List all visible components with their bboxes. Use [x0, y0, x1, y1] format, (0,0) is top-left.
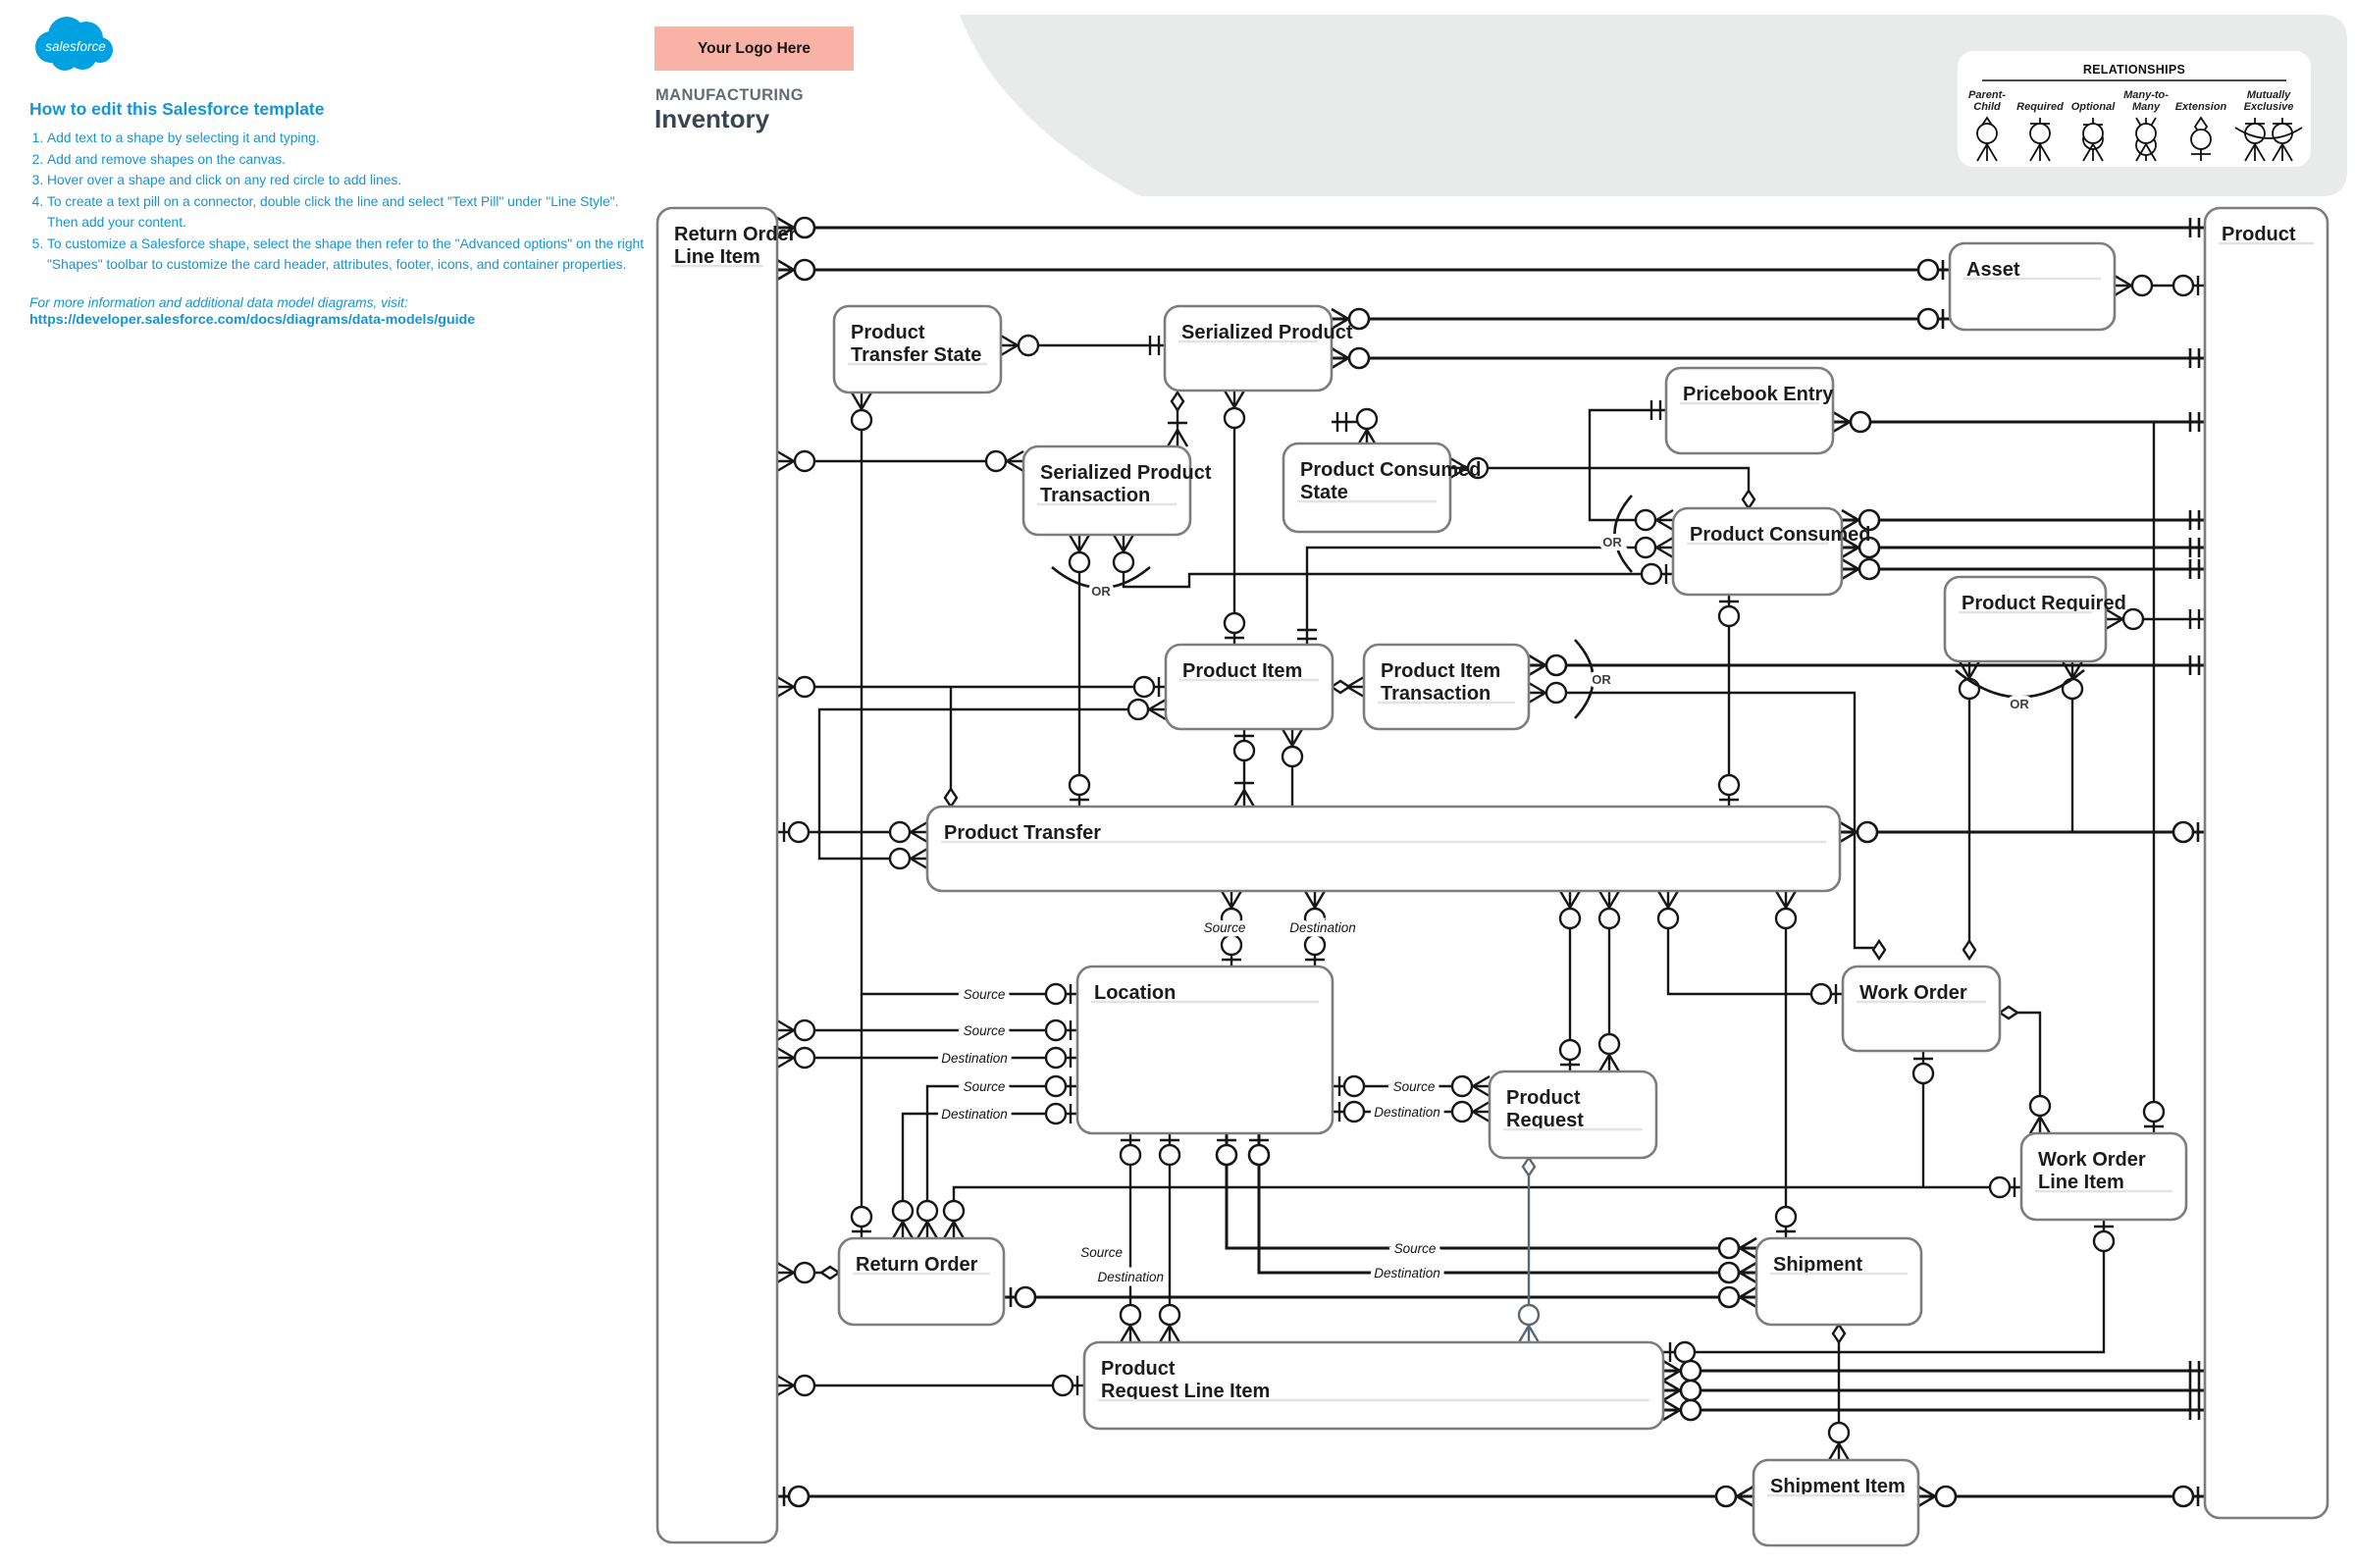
connector-work-order-stub[interactable]	[1913, 1052, 1933, 1187]
entity-label: Request	[1506, 1110, 1584, 1131]
connector-serialized-product-product-item[interactable]	[1225, 391, 1244, 645]
connector-pcs-product-consumed[interactable]	[1450, 458, 1754, 508]
connector-label[interactable]: Source	[1203, 920, 1246, 935]
connector-label[interactable]: Source	[1392, 1079, 1436, 1094]
connector-pricebook-product[interactable]	[1833, 412, 2205, 432]
entity-product[interactable]	[2205, 208, 2328, 1518]
connector-pricebook-woli[interactable]	[2144, 422, 2164, 1133]
connector-spt-product-consumed[interactable]	[1114, 535, 1673, 587]
connector-roli-product-item[interactable]	[777, 677, 1166, 697]
entity-label: Asset	[1966, 259, 2020, 281]
connector-return-order-woli[interactable]	[944, 1177, 2021, 1238]
entity-asset[interactable]	[1950, 243, 2115, 330]
entity-product-request-line-item[interactable]	[1084, 1342, 1663, 1429]
legend-item-label: Exclusive	[2243, 101, 2294, 113]
connector-roli-product-transfer[interactable]	[777, 822, 927, 842]
connector-pt-top-parent[interactable]	[945, 687, 957, 807]
connector-product-request-prli[interactable]	[1519, 1158, 1539, 1342]
connector-transfer-state-serialized-product[interactable]	[1001, 336, 1165, 355]
or-constraint	[1052, 567, 1150, 599]
entity-label: Request Line Item	[1101, 1381, 1271, 1402]
entity-label: Product Required	[1962, 593, 2126, 614]
connector-roli-location-dest[interactable]	[777, 1048, 1077, 1068]
connector-label[interactable]: Destination	[941, 1051, 1008, 1066]
entity-label: Pricebook Entry	[1683, 384, 1834, 405]
connector-product-consumed-product-1[interactable]	[1842, 510, 2205, 530]
connector-location-prli-source[interactable]	[1121, 1133, 1140, 1342]
entity-label: Product Transfer	[944, 822, 1102, 844]
connector-roli-spt[interactable]	[777, 451, 1023, 471]
or-constraint	[1575, 640, 1611, 718]
connector-roli-asset[interactable]	[777, 260, 1950, 280]
connector-label[interactable]: Destination	[1374, 1266, 1440, 1281]
entity-label: Shipment	[1773, 1254, 1863, 1276]
sidebar-step: 2. Add and remove shapes on the canvas.	[47, 149, 646, 171]
connector-pt-work-order[interactable]	[1658, 891, 1843, 1004]
connector-location-shipment-source[interactable]	[1217, 1133, 1756, 1258]
entity-return-order[interactable]	[839, 1238, 1004, 1325]
legend-item-label: Parent-	[1968, 89, 2006, 101]
connector-tee-pricebook-entry[interactable]	[1590, 400, 1666, 468]
entity-label: Line Item	[674, 246, 760, 268]
entity-label: Product	[1506, 1087, 1581, 1109]
connector-serialized-product-product[interactable]	[1332, 348, 2205, 368]
entity-work-order-line-item[interactable]	[2021, 1133, 2186, 1220]
entity-label: State	[1300, 482, 1348, 503]
entity-label: Serialized Product	[1181, 322, 1353, 343]
connector-roli-product-top[interactable]	[777, 218, 2205, 237]
connector-product-consumed-product-2[interactable]	[1842, 538, 2205, 557]
entity-label: Line Item	[2038, 1172, 2124, 1193]
entity-location[interactable]	[1077, 967, 1333, 1133]
connector-work-order-woli[interactable]	[2000, 1007, 2050, 1133]
connector-pit-product[interactable]	[1529, 655, 2205, 675]
legend-item-label: Many	[2131, 101, 2161, 113]
entity-shipment[interactable]	[1756, 1238, 1921, 1325]
connector-product-item-pit[interactable]	[1332, 677, 1364, 697]
entity-label: Product	[2222, 224, 2296, 245]
connector-asset-product[interactable]	[2115, 276, 2205, 295]
entity-label: Product Consumed	[1300, 459, 1482, 481]
entity-product-item[interactable]	[1166, 645, 1333, 729]
connector-serialized-product-spt[interactable]	[1168, 392, 1187, 446]
entity-label: Shipment Item	[1770, 1476, 1906, 1497]
entity-label: Location	[1094, 982, 1177, 1004]
entity-label: Product Consumed	[1690, 524, 1871, 546]
sidebar-step: 3. Hover over a shape and click on any red circle to add lines.	[47, 170, 646, 191]
relationships-legend	[1958, 51, 2311, 167]
connector-label[interactable]: Source	[1080, 1245, 1123, 1260]
entity-label: Work Order	[1859, 982, 1967, 1004]
connector-product-item-pt-1[interactable]	[1234, 729, 1254, 807]
header-category: MANUFACTURING	[655, 86, 804, 104]
legend-item-label: Many-to-	[2123, 89, 2169, 101]
connector-roli-return-order[interactable]	[777, 1263, 839, 1282]
sidebar-link[interactable]: https://developer.salesforce.com/docs/diagrams/data-models/guide	[29, 311, 476, 328]
or-label: OR	[2010, 697, 2029, 711]
connector-prli-product-1[interactable]	[1663, 1361, 2205, 1381]
entity-label: Serialized Product	[1040, 462, 1212, 484]
connector-product-item-product-consumed[interactable]	[1297, 538, 1673, 645]
sidebar-heading: How to edit this Salesforce template	[29, 99, 325, 119]
sidebar-step: 5. To customize a Salesforce shape, select the shape then refer to the "Advanced options" on the right "Shapes" toolbar to customize the card header, attributes, footer, icons, and container properties.	[47, 234, 646, 276]
connector-spt-product-transfer[interactable]	[1070, 535, 1089, 807]
connector-prli-product-2[interactable]	[1663, 1381, 2205, 1400]
sidebar-step: 1. Add text to a shape by selecting it and typing.	[47, 128, 646, 149]
connector-serialized-product-asset[interactable]	[1332, 309, 1950, 329]
connector-label[interactable]: Destination	[1374, 1105, 1440, 1120]
entity-label: Transfer State	[851, 344, 982, 366]
entity-label: Work Order	[2038, 1149, 2146, 1171]
entity-product-transfer-state[interactable]	[834, 306, 1001, 392]
entity-label: Transaction	[1040, 485, 1151, 506]
connector-product-consumed-product-transfer[interactable]	[1719, 595, 1739, 807]
logo-placeholder-text: Your Logo Here	[697, 39, 811, 57]
connector-location-return-order-src2[interactable]	[917, 1076, 1077, 1238]
or-label: OR	[1091, 584, 1111, 599]
page-title: Inventory	[654, 104, 770, 133]
legend-title: RELATIONSHIPS	[2082, 63, 2186, 77]
connector-roli-shipment-item[interactable]	[777, 1487, 1753, 1506]
or-label: OR	[1602, 535, 1622, 549]
legend-item-label: Required	[2016, 101, 2064, 113]
sidebar-note: For more information and additional data model diagrams, visit:	[29, 294, 408, 310]
connector-serialized-product-pcs[interactable]	[1332, 409, 1377, 446]
connector-product-item-pt-2[interactable]	[1282, 729, 1302, 807]
legend-item-label: Optional	[2070, 101, 2116, 113]
or-label: OR	[1592, 672, 1611, 687]
connector-label[interactable]: Source	[1393, 1241, 1437, 1256]
connector-prli-product-3[interactable]	[1663, 1400, 2205, 1420]
connector-label[interactable]: Source	[963, 1023, 1006, 1038]
entity-shipment-item[interactable]	[1753, 1460, 1918, 1545]
connector-label[interactable]: Destination	[1289, 920, 1356, 935]
entity-product-consumed-state[interactable]	[1283, 444, 1481, 532]
connector-label[interactable]: Source	[963, 1079, 1006, 1094]
sidebar-step: 4. To create a text pill on a connector, double click the line and select "Text Pill" under "Line Style". Then add your content.	[47, 191, 646, 234]
connector-roli-prli[interactable]	[777, 1376, 1084, 1395]
entity-product-consumed[interactable]	[1673, 508, 1870, 595]
connector-label[interactable]: Destination	[1097, 1270, 1164, 1284]
salesforce-logo-text: salesforce	[45, 39, 106, 54]
entity-product-request[interactable]	[1490, 1071, 1656, 1158]
connector-pt-product-request-2[interactable]	[1599, 891, 1619, 1071]
entity-product-item-transaction[interactable]	[1364, 645, 1529, 729]
connector-return-order-shipment[interactable]	[1004, 1287, 1756, 1307]
legend-item-label: Child	[1973, 101, 2001, 113]
entity-label: Return Order	[674, 224, 797, 245]
connector-product-required-stub[interactable]	[2063, 661, 2082, 832]
connector-tee-product-consumed[interactable]	[1590, 468, 1673, 530]
entity-label: Product	[851, 322, 925, 343]
legend-item-label: Extension	[2174, 101, 2227, 113]
connector-roli-location-source[interactable]	[777, 1020, 1077, 1040]
entity-product-transfer[interactable]	[927, 807, 1840, 891]
entity-label: Product	[1101, 1358, 1176, 1380]
connector-product-required-work-order[interactable]	[1960, 661, 1979, 959]
entity-return-order-line-item[interactable]	[657, 208, 797, 1542]
connector-label[interactable]: Source	[963, 987, 1006, 1002]
connector-pt-product-request-1[interactable]	[1560, 891, 1580, 1071]
connector-transfer-state-return-order[interactable]	[852, 392, 871, 1238]
entity-product-required[interactable]	[1945, 577, 2126, 661]
entity-work-order[interactable]	[1843, 967, 2000, 1051]
entity-label: Transaction	[1381, 683, 1492, 705]
legend-item-label: Mutually	[2246, 89, 2291, 101]
connector-label[interactable]: Destination	[941, 1107, 1008, 1122]
entity-serialized-product-transaction[interactable]	[1023, 446, 1212, 535]
entity-label: Return Order	[856, 1254, 978, 1276]
or-constraint	[1602, 496, 1632, 572]
connector-product-transfer-product[interactable]	[1840, 822, 2205, 842]
entity-label: Product Item	[1381, 660, 1501, 682]
entity-pricebook-entry[interactable]	[1666, 368, 1834, 453]
entity-label: Product Item	[1182, 660, 1303, 682]
connector-shipment-shipment-item[interactable]	[1829, 1325, 1849, 1460]
connector-location-prli-dest[interactable]	[1160, 1133, 1179, 1342]
entity-serialized-product[interactable]	[1165, 306, 1353, 391]
connector-shipment-item-product[interactable]	[1918, 1487, 2205, 1506]
